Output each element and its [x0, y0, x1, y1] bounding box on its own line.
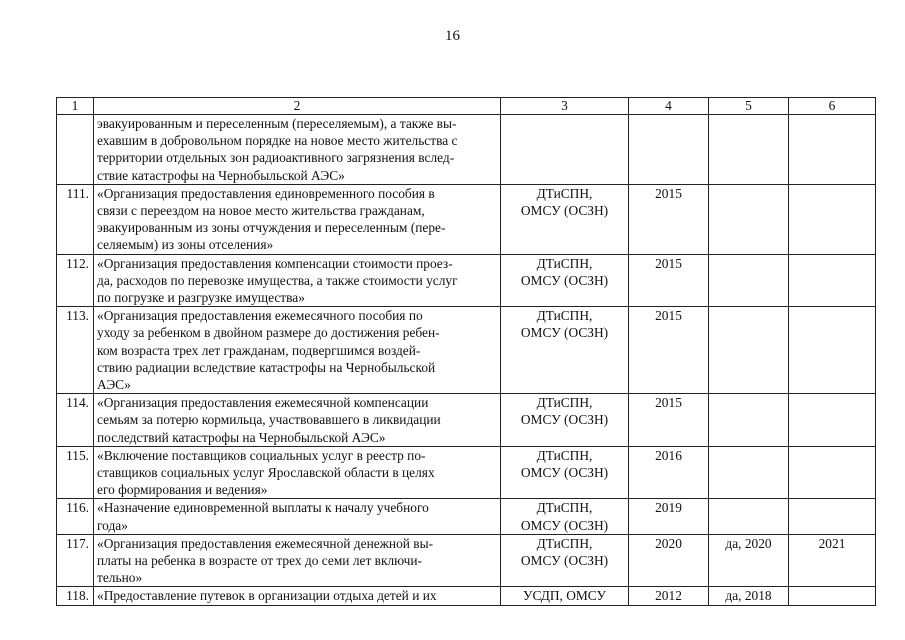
- column-6-cell: [789, 446, 876, 499]
- column-5-cell: [709, 115, 789, 185]
- table-row: [57, 446, 876, 499]
- service-name-line: семьям за потерю кормильца, участвовавшего в ликвидации: [97, 412, 441, 428]
- header-col-1: 1: [57, 98, 94, 115]
- service-name: [94, 254, 501, 307]
- service-name-line: «Включение поставщиков социальных услуг в реестр по-: [97, 447, 426, 463]
- executor-line: ОМСУ (ОСЗН): [520, 325, 609, 341]
- column-5-cell: [709, 394, 789, 447]
- table-row: [57, 587, 876, 605]
- service-name-line: ствие катастрофы на Чернобыльской АЭС»: [97, 167, 345, 183]
- table-body: [57, 98, 876, 606]
- year-cell: 2020: [629, 534, 709, 587]
- service-name-line: по погрузке и разгрузке имущества»: [97, 290, 305, 306]
- table-row: [57, 184, 876, 254]
- column-5-cell: да, 2020: [709, 534, 789, 587]
- column-6-cell: [789, 254, 876, 307]
- year-cell: 2019: [629, 499, 709, 534]
- executor-line: ОМСУ (ОСЗН): [520, 272, 609, 288]
- executor: [501, 184, 629, 254]
- table-row: [57, 307, 876, 394]
- row-number: 118.: [57, 587, 94, 605]
- header-col-5: 5: [709, 98, 789, 115]
- service-name-line: «Предоставление путевок в организации отдыха детей и их: [97, 588, 437, 604]
- year-cell: 2015: [629, 184, 709, 254]
- row-number: 112.: [57, 254, 94, 307]
- executor-line: ДТиСПН,: [536, 500, 593, 516]
- service-name: [94, 587, 501, 605]
- year-cell: 2015: [629, 394, 709, 447]
- service-name-line: ставщиков социальных услуг Ярославской области в целях: [97, 465, 435, 481]
- executor-line: ОМСУ (ОСЗН): [520, 203, 609, 219]
- service-name-line: селяемым) из зоны отселения»: [97, 237, 274, 253]
- table-header-row: [57, 98, 876, 115]
- header-col-4: 4: [629, 98, 709, 115]
- column-5-cell: [709, 184, 789, 254]
- service-name-line: эвакуированным и переселенным (переселяемым), а также вы-: [97, 116, 457, 131]
- year-cell: 2015: [629, 254, 709, 307]
- service-name: [94, 307, 501, 394]
- service-name: [94, 534, 501, 587]
- executor-line: ДТиСПН,: [536, 255, 593, 271]
- column-5-cell: да, 2018: [709, 587, 789, 605]
- row-number: 114.: [57, 394, 94, 447]
- service-name-line: «Организация предоставления единовременного пособия в: [97, 185, 435, 201]
- service-name-line: связи с переездом на новое место жительства гражданам,: [97, 203, 425, 219]
- service-name-line: платы на ребенка в возрасте от трех до семи лет включи-: [97, 553, 423, 569]
- executor: [501, 394, 629, 447]
- executor-line: ОМСУ (ОСЗН): [520, 517, 609, 533]
- year-cell: 2015: [629, 307, 709, 394]
- service-name-line: АЭС»: [97, 377, 131, 393]
- service-name-line: «Организация предоставления ежемесячной компенсации: [97, 395, 429, 411]
- executor: [501, 499, 629, 534]
- row-number: 116.: [57, 499, 94, 534]
- executor-line: ДТиСПН,: [536, 395, 593, 411]
- executor-line: ДТиСПН,: [536, 535, 593, 551]
- executor-line: ОМСУ (ОСЗН): [520, 412, 609, 428]
- service-name-line: ствию радиации вследствие катастрофы на Чернобыльской: [97, 359, 436, 375]
- service-name-line: «Назначение единовременной выплаты к началу учебного: [97, 500, 429, 516]
- service-name-line: эвакуированным из зоны отчуждения и переселенным (пере-: [97, 220, 446, 236]
- header-col-6: 6: [789, 98, 876, 115]
- services-table: [56, 97, 876, 606]
- year-cell: [629, 115, 709, 185]
- service-name-line: ехавшим в добровольном порядке на новое место жительства с: [97, 133, 458, 149]
- column-6-cell: [789, 394, 876, 447]
- executor-line: УСДП, ОМСУ: [522, 588, 607, 604]
- row-number: 117.: [57, 534, 94, 587]
- service-name-line: уходу за ребенком в двойном размере до достижения ребен-: [97, 325, 440, 341]
- executor-line: ОМСУ (ОСЗН): [520, 553, 609, 569]
- executor: [501, 534, 629, 587]
- executor-line: ОМСУ (ОСЗН): [520, 465, 609, 481]
- column-5-cell: [709, 446, 789, 499]
- service-name: [94, 115, 501, 185]
- service-name-line: территории отдельных зон радиоактивного загрязнения вслед-: [97, 150, 455, 166]
- service-name-line: последствий катастрофы на Чернобыльской АЭС»: [97, 429, 386, 445]
- service-name-line: да, расходов по перевозке имущества, а также стоимости услуг: [97, 272, 458, 288]
- column-6-cell: [789, 307, 876, 394]
- executor: [501, 307, 629, 394]
- year-cell: 2012: [629, 587, 709, 605]
- row-number: [57, 115, 94, 185]
- page-number: 16: [445, 28, 460, 44]
- column-6-cell: [789, 184, 876, 254]
- executor-line: ДТиСПН,: [536, 185, 593, 201]
- row-number: 115.: [57, 446, 94, 499]
- service-name: [94, 184, 501, 254]
- service-name-line: ком возраста трех лет гражданам, подвергшимся воздей-: [97, 342, 421, 358]
- column-5-cell: [709, 254, 789, 307]
- row-number: 111.: [57, 184, 94, 254]
- table-row: [57, 499, 876, 534]
- service-name-line: «Организация предоставления компенсации стоимости проез-: [97, 255, 453, 271]
- service-name-line: года»: [97, 517, 128, 533]
- header-col-3: 3: [501, 98, 629, 115]
- service-name-line: тельно»: [97, 570, 143, 586]
- year-cell: 2016: [629, 446, 709, 499]
- executor-line: ДТиСПН,: [536, 447, 593, 463]
- row-number: 113.: [57, 307, 94, 394]
- service-name-line: «Организация предоставления ежемесячного пособия по: [97, 308, 423, 324]
- header-col-2: 2: [94, 98, 501, 115]
- table-row: [57, 115, 876, 185]
- column-6-cell: [789, 587, 876, 605]
- executor: [501, 254, 629, 307]
- executor: [501, 115, 629, 185]
- table-row: [57, 534, 876, 587]
- table-row: [57, 254, 876, 307]
- column-5-cell: [709, 307, 789, 394]
- table-row: [57, 394, 876, 447]
- service-name-line: «Организация предоставления ежемесячной денежной вы-: [97, 535, 434, 551]
- column-5-cell: [709, 499, 789, 534]
- service-name-line: его формирования и ведения»: [97, 482, 268, 498]
- executor: [501, 587, 629, 605]
- service-name: [94, 394, 501, 447]
- service-name: [94, 499, 501, 534]
- executor-line: ДТиСПН,: [536, 308, 593, 324]
- column-6-cell: 2021: [789, 534, 876, 587]
- executor: [501, 446, 629, 499]
- column-6-cell: [789, 115, 876, 185]
- service-name: [94, 446, 501, 499]
- column-6-cell: [789, 499, 876, 534]
